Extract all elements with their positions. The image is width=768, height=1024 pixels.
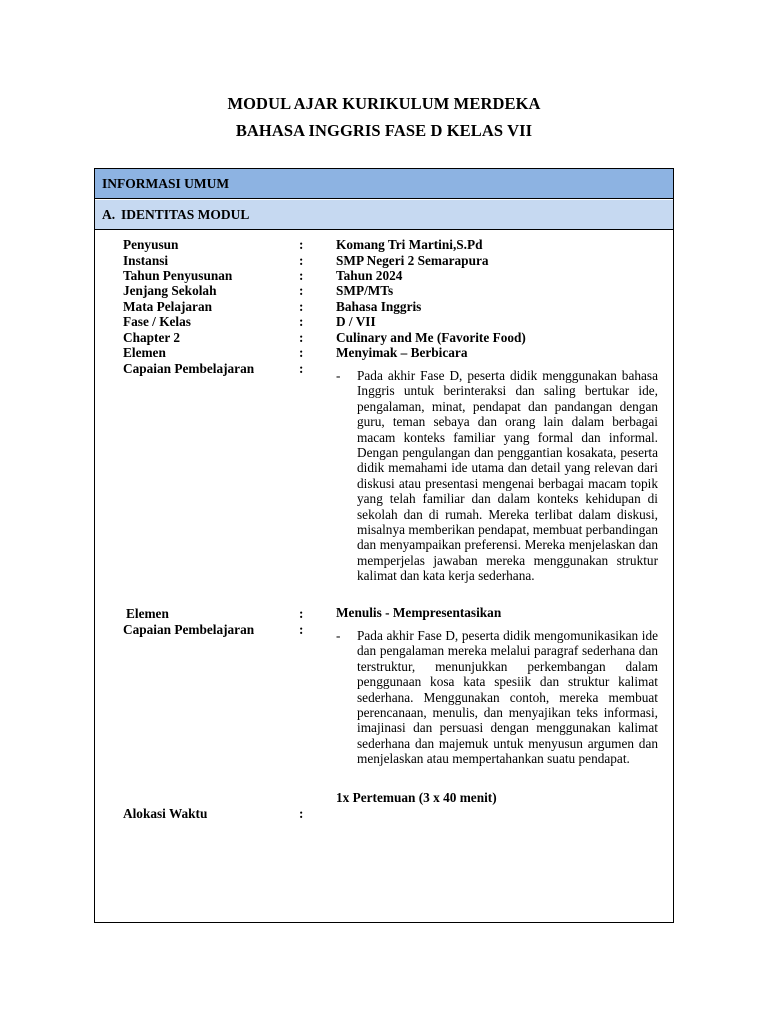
author-label: Penyusun [123, 237, 179, 252]
learning-outcome1-label: Capaian Pembelajaran [123, 361, 255, 376]
institution-label: Instansi [123, 253, 169, 268]
general-info-title: INFORMASI UMUM [102, 176, 230, 191]
colon: : [299, 314, 304, 329]
colon: : [299, 606, 304, 621]
institution-value: SMP Negeri 2 Semarapura [336, 253, 489, 268]
subject-value: Bahasa Inggris [336, 299, 422, 314]
identity-header [95, 200, 673, 230]
element1-label: Elemen [123, 345, 166, 360]
element1-value: Menyimak – Berbicara [336, 345, 468, 360]
element2-label: Elemen [126, 606, 169, 621]
identity-title: IDENTITAS MODUL [121, 207, 250, 222]
school-level-value: SMP/MTs [336, 283, 394, 298]
document-subtitle: BAHASA INGGRIS FASE D KELAS VII [235, 121, 533, 140]
phase-value: D / VII [336, 314, 376, 329]
meeting-value: 1x Pertemuan (3 x 40 menit) [336, 790, 497, 805]
phase-label: Fase / Kelas [123, 314, 191, 329]
colon: : [299, 345, 304, 360]
colon: : [299, 330, 304, 345]
learning-outcome2-label: Capaian Pembelajaran [123, 622, 255, 637]
learning-outcome1-paragraph [336, 368, 658, 584]
author-value: Komang Tri Martini,S.Pd [336, 237, 483, 252]
colon: : [299, 283, 304, 298]
colon: : [299, 268, 304, 283]
chapter-value: Culinary and Me (Favorite Food) [336, 330, 526, 345]
time-allocation-label: Alokasi Waktu [123, 806, 208, 821]
document-title: MODUL AJAR KURIKULUM MERDEKA [227, 94, 541, 113]
bullet-dash: - [336, 628, 341, 643]
element2-value: Menulis - Mempresentasikan [336, 605, 502, 620]
bullet-dash: - [336, 368, 341, 383]
chapter-label: Chapter 2 [123, 330, 181, 345]
learning-outcome2-text: Pada akhir Fase D, peserta didik mengomunikasikan ide dan pengalaman mereka melalui paragraf sederhana dan terstruktur, menunjukkan perkembangan dalam penggunaan kosa kata spesiik dan struktur kalimat sederhana. Menggunakan contoh, mereka membuat perencanaan, menulis, dan menyajikan teks informasi, imajinasi dan persuasi dengan menggunakan kalimat sederhana dan majemuk untuk menyusun argumen dan menjelaskan atau mempertahankan suatu pendapat. [357, 628, 658, 767]
general-info-header [95, 169, 673, 199]
subject-label: Mata Pelajaran [123, 299, 212, 314]
colon: : [299, 806, 304, 821]
colon: : [299, 253, 304, 268]
colon: : [299, 299, 304, 314]
colon: : [299, 361, 304, 376]
learning-outcome2-paragraph [336, 628, 658, 767]
learning-outcome1-text: Pada akhir Fase D, peserta didik menggunakan bahasa Inggris untuk berinteraksi dan saling bertukar ide, pengalaman, minat, pendapat dan pandangan dengan guru, teman sebaya dan orang lain dalam berbagai macam konteks familiar yang formal dan informal. Dengan pengulangan dan penggantian kosakata, peserta didik memahami ide utama dan detail yang relevan dari diskusi atau presentasi mengenai berbagai macam topik yang telah familiar dan dalam konteks kehidupan di sekolah dan di rumah. Mereka terlibat dalam diskusi, misalnya memberikan pendapat, membuat perbandingan dan menyampaikan preferensi. Mereka menjelaskan dan memperjelas jawaban mereka menggunakan struktur kalimat dan kata kerja sederhana. [357, 368, 658, 584]
colon: : [299, 237, 304, 252]
year-label: Tahun Penyusunan [123, 268, 233, 283]
school-level-label: Jenjang Sekolah [123, 283, 217, 298]
colon: : [299, 622, 304, 637]
year-value: Tahun 2024 [336, 268, 403, 283]
identity-number: A. [102, 207, 116, 222]
